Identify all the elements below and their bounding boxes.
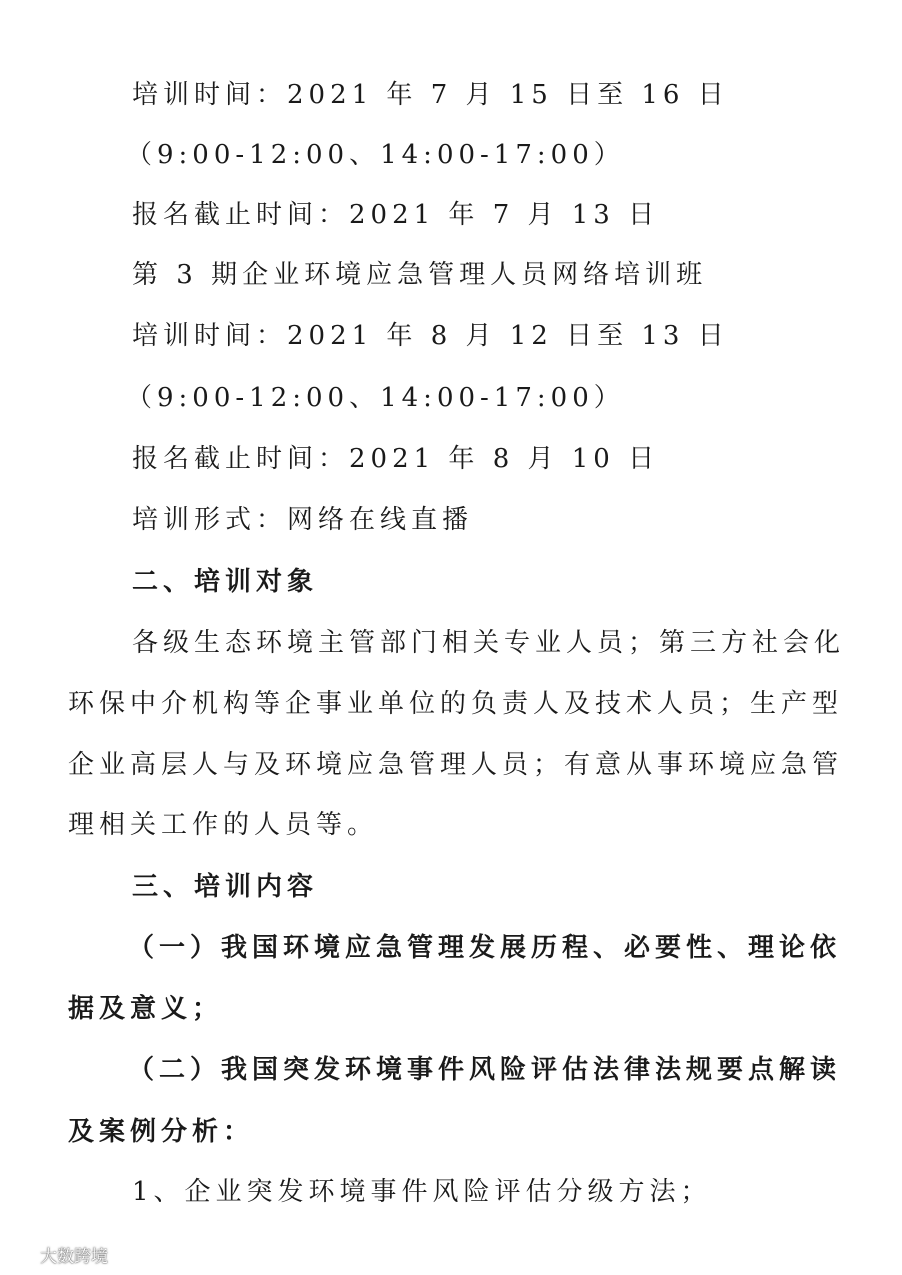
- section-heading-audience: 二、培训对象: [132, 567, 319, 597]
- training-hours-1: （9:00-12:00、14:00-17:00）: [126, 140, 625, 170]
- watermark: [8, 1240, 108, 1268]
- session-3-title: 第 3 期企业环境应急管理人员网络培训班: [132, 260, 708, 290]
- audience-paragraph-line: 各级生态环境主管部门相关专业人员；第三方社会化: [132, 628, 846, 658]
- training-time-1: 培训时间：2021 年 7 月 15 日至 16 日: [132, 80, 729, 110]
- content-item-1-line: （一）我国环境应急管理发展历程、必要性、理论依: [128, 933, 842, 963]
- registration-deadline-1: 报名截止时间：2021 年 7 月 13 日: [132, 200, 660, 230]
- registration-deadline-2: 报名截止时间：2021 年 8 月 10 日: [132, 444, 660, 474]
- audience-paragraph-line: 环保中介机构等企事业单位的负责人及技术人员；生产型: [68, 689, 844, 719]
- training-format: 培训形式：网络在线直播: [132, 505, 474, 535]
- section-heading-content: 三、培训内容: [132, 872, 319, 902]
- training-time-2: 培训时间：2021 年 8 月 12 日至 13 日: [132, 321, 729, 351]
- content-item-2-line: （二）我国突发环境事件风险评估法律法规要点解读: [128, 1055, 842, 1085]
- watermark-text: 大数跨境: [40, 1246, 108, 1267]
- training-hours-2: （9:00-12:00、14:00-17:00）: [126, 383, 625, 413]
- audience-paragraph-line: 理相关工作的人员等。: [68, 810, 379, 840]
- content-subitem-1: 1、企业突发环境事件风险评估分级方法；: [132, 1177, 712, 1207]
- audience-paragraph-line: 企业高层人与及环境应急管理人员；有意从事环境应急管: [68, 750, 844, 780]
- content-item-2-line: 及案例分析：: [68, 1117, 255, 1147]
- brand-logo-icon: [8, 1244, 34, 1264]
- content-item-1-line: 据及意义；: [68, 994, 224, 1024]
